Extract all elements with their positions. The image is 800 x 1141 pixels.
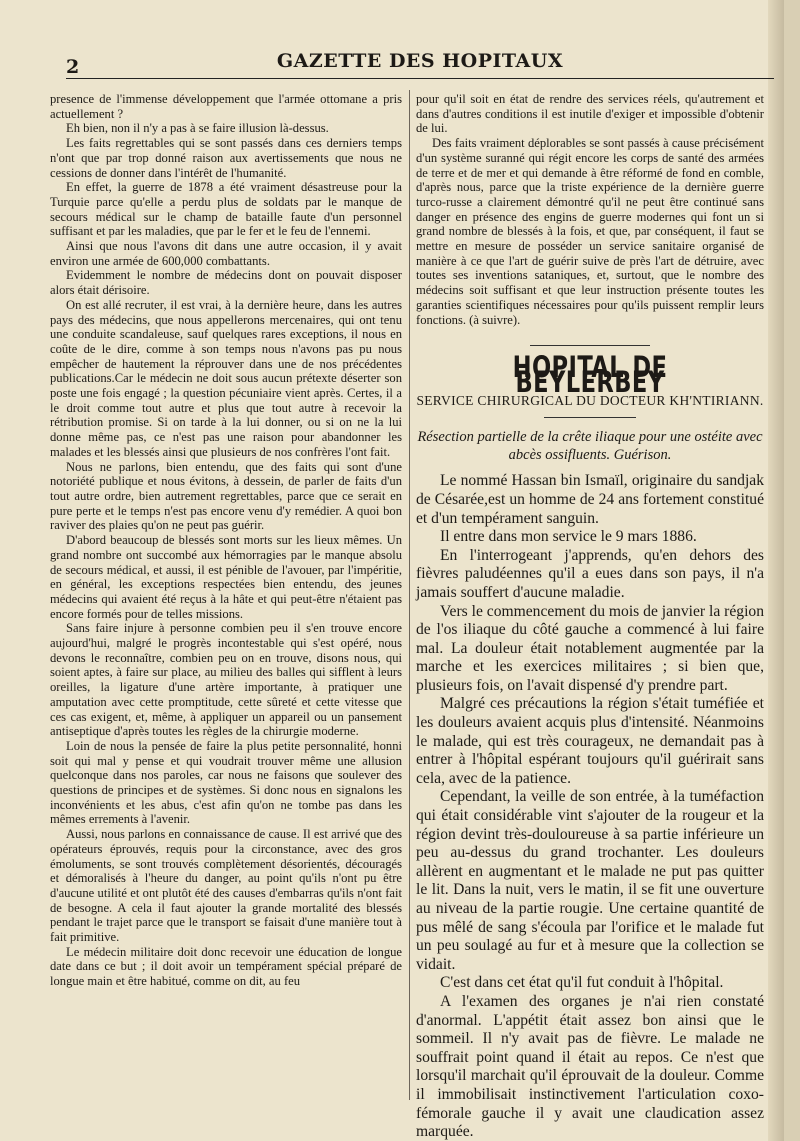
column-divider bbox=[409, 90, 410, 1100]
case-title: Résection partielle de la crête iliaque pour une ostéite avec abcès ossifluents. Guérison. bbox=[417, 429, 763, 464]
paragraph: D'abord beaucoup de blessés sont morts sur les lieux mêmes. Un grand nombre ont succombé aux hémorragies par le manque absolu de secours médical, et aussi, il est pénible de l'avouer, par l'impéritie, en général, les exceptions respectées bien entendu, des jeunes médecins qui avaient été reçus à la hâte et qui peut-être n'étaient pas encore formés pour de telles missions. bbox=[50, 533, 402, 621]
paragraph: Le nommé Hassan bin Ismaïl, originaire du sandjak de Césarée,est un homme de 24 ans fortement constitué et d'un tempérament sanguin. bbox=[416, 472, 764, 527]
paragraph: C'est dans cet état qu'il fut conduit à l'hôpital. bbox=[440, 974, 724, 992]
paragraph: Eh bien, non il n'y a pas à se faire illusion là-dessus. bbox=[66, 121, 329, 136]
paragraph: Loin de nous la pensée de faire la plus petite personnalité, honni soit qui mal y pense et qui voudrait trouver même une allusion quelconque dans nos paroles, car nous ne faisons que soulever des questions de principes et de systèmes. Si donc nous en signalons les inconvénients et les abus, c'est afin qu'on ne tombe pas dans les mêmes errements à l'avenir. bbox=[50, 738, 402, 827]
right-column bbox=[416, 92, 764, 1141]
section-rule bbox=[544, 417, 636, 418]
paragraph: Evidemment le nombre de médecins dont on pouvait disposer alors était dérisoire. bbox=[50, 268, 402, 298]
paragraph: pour qu'il soit en état de rendre des services réels, qu'autrement et dans d'autres conditions il est inutile d'exiger et impossible d'obtenir de lui. bbox=[416, 92, 764, 136]
paragraph: En l'interrogeant j'apprends, qu'en dehors des fièvres paludéennes qu'il a eues dans son pays, il n'a jamais souffert d'aucune maladie. bbox=[416, 546, 764, 601]
page-number: 2 bbox=[66, 56, 80, 78]
paragraph: Le médecin militaire doit donc recevoir une éducation de longue date dans ce but ; il doit avoir un tempérament spécial préparé de longue main et être habitué, comme on dit, au feu bbox=[50, 944, 402, 989]
paragraph: Il entre dans mon service le 9 mars 1886. bbox=[440, 528, 697, 546]
paragraph: Vers le commencement du mois de janvier la région de l'os iliaque du côté gauche a commencé à lui faire mal. La douleur était notablement augmentée par la marche et les exercices militaires ; si bien que, plusieurs fois, on l'avait dispensé d'y prendre part. bbox=[416, 602, 764, 694]
paragraph: Des faits vraiment déplorables se sont passés à cause précisément d'un système suranné qui régit encore les corps de santé des armées de terre et de mer et qui demande à être réformé de fond en comble, d'après nous, parce que la triste expérience de la dernière guerre turco-russe a clairement démontré qu'il ne peut être continué sans danger en présence des engins de guerre modernes qui font un si grand nombre de blessés à la fois, et que, par conséquent, il faut se mettre en mesure de posséder un service sanitaire organisé de manière à ce que l'art de guérir suive de près l'art de détruire, avec toutes ses inventions sataniques, et, surtout, que le nombre des médecins soit suffisant et que leur instruction présente toutes les garanties scientifiques nécessaires pour qu'ils puissent remplir leurs fonctions. (à suivre). bbox=[416, 136, 764, 327]
section-rule bbox=[530, 345, 650, 346]
paragraph: Aussi, nous parlons en connaissance de cause. Il est arrivé que des opérateurs éprouvés, requis pour la circonstance, avec des gros émoluments, se sont trouvés complètement désorientés, découragés et démoralisés à l'heure du danger, au point qu'ils n'ont pu être d'aucune utilité et ont plutôt été des causes d'embarras qu'ils n'ont fait de besogne. A cela il faut ajouter la grande mortalité des blessés pendant le trajet parce que le transport se faisait d'une manière tout à fait primitive. bbox=[50, 827, 402, 945]
paragraph: Les faits regrettables qui se sont passés dans ces derniers temps n'ont que par trop donné raison aux avertissements que nous ne cessions de donner dans l'intérêt de l'humanité. bbox=[50, 136, 402, 180]
paragraph: Cependant, la veille de son entrée, à la tuméfaction qui était considérable vint s'ajouter de la rougeur et la région devint très-douloureuse à sa partie inférieure un peu au-dessus du grand trochanter. Les douleurs allèrent en augmentant et le malade ne put pas quitter le lit. Dans la nuit, vers le matin, il se fit une ouverture au niveau de la partie rougie. Une certaine quantité de pus mêlé de sang s'écoula par l'orifice et le malade fut un peu soulagé au fur et à mesure que la collection se vidait. bbox=[416, 788, 764, 973]
case-report bbox=[416, 472, 764, 1141]
paragraph: En effet, la guerre de 1878 a été vraiment désastreuse pour la Turquie parce qu'elle a perdu plus de soldats par le manque de secours médical sur le champ de bataille faute d'un personnel suffisant et par les maladies, que par le fer et le feu de l'ennemi. bbox=[50, 180, 402, 239]
paragraph: Ainsi que nous l'avons dit dans une autre occasion, il y avait environ une armée de 600,000 combattants. bbox=[50, 239, 402, 268]
paragraph: presence de l'immense développement que l'armée ottomane a pris actuellement ? bbox=[50, 92, 402, 121]
page-edge-shadow bbox=[768, 0, 784, 1141]
paragraph: On est allé recruter, il est vrai, à la dernière heure, dans les autres pays des médecins, que nous appellerons mercenaires, qui ont tenu une conduite scandaleuse, sauf quelques rares exceptions, il nous en coûte de le dire, comme à son temps nous n'avons pas pu nous empêcher de hautement la réprouver dans une de nos précédentes publications.Car le médecin ne doit sous aucun prétexte déserter son poste une fois engagé ; la question pécuniaire vient après. Certes, il a le droit comme tout autre et plus que tout autre à recevoir la rétribution promise. Si on tarde à la lui donner, ou si on ne la lui donne même pas, ce n'est pas une raison pour abandonner les malades et les blessés ainsi que plusieurs de nos confrères l'ont fait. bbox=[50, 297, 402, 459]
paragraph: Sans faire injure à personne combien peu il s'en trouve encore aujourd'hui, malgré le progrès incontestable qui s'est opéré, nous devons le reconnaître, combien peu on en trouve, disons nous, qui soient aptes, à faire sur place, au milieu des balles qui sifflent à leurs oreilles, la ligature d'une artère importante, à pratiquer une amputation avec cette promptitude, cette sûreté et cette vitesse que ces cas exigent, et, même, à appliquer un appareil ou un pansement antiseptique d'après toutes les règles de la chirurgie moderne. bbox=[50, 621, 402, 739]
journal-title: GAZETTE DES HOPITAUX bbox=[276, 50, 564, 72]
page-header bbox=[66, 44, 774, 79]
paragraph: Malgré ces précautions la région s'était tuméfiée et les douleurs avaient acquis plus d'intensité. Néanmoins le malade, qui est très courageux, ne demandait pas à entrer à l'hôpital espérant toujours qu'il guérirait sans cela, avec de la patience. bbox=[416, 695, 764, 787]
left-column bbox=[50, 92, 402, 989]
paragraph: Nous ne parlons, bien entendu, que des faits qui sont d'une notoriété publique et nous évitons, à dessein, de parler de faits d'un tout autre ordre, bien autrement regrettables, parce que ce serait en pure perte et le temps n'est pas encore venu d'y remédier. A quoi bon raviver des plaies qu'on ne peut pas guérir. bbox=[50, 459, 402, 533]
paragraph: A l'examen des organes je n'ai rien constaté d'anormal. L'appétit était assez bon ainsi que le sommeil. Il n'y avait pas de fièvre. Le malade ne souffrait point quand il était au repos. Ce n'est que lorsqu'il marchait qu'il éprouvait de la douleur. Comme il immobilisait instinctivement l'articulation coxo-fémorale gauche il y avait une claudication assez marquée. bbox=[416, 992, 764, 1141]
hospital-title: HOPITAL DE BEYLERBEY bbox=[512, 350, 668, 399]
service-heading: SERVICE CHIRURGICAL DU DOCTEUR KH'NTIRIANN. bbox=[416, 392, 764, 408]
